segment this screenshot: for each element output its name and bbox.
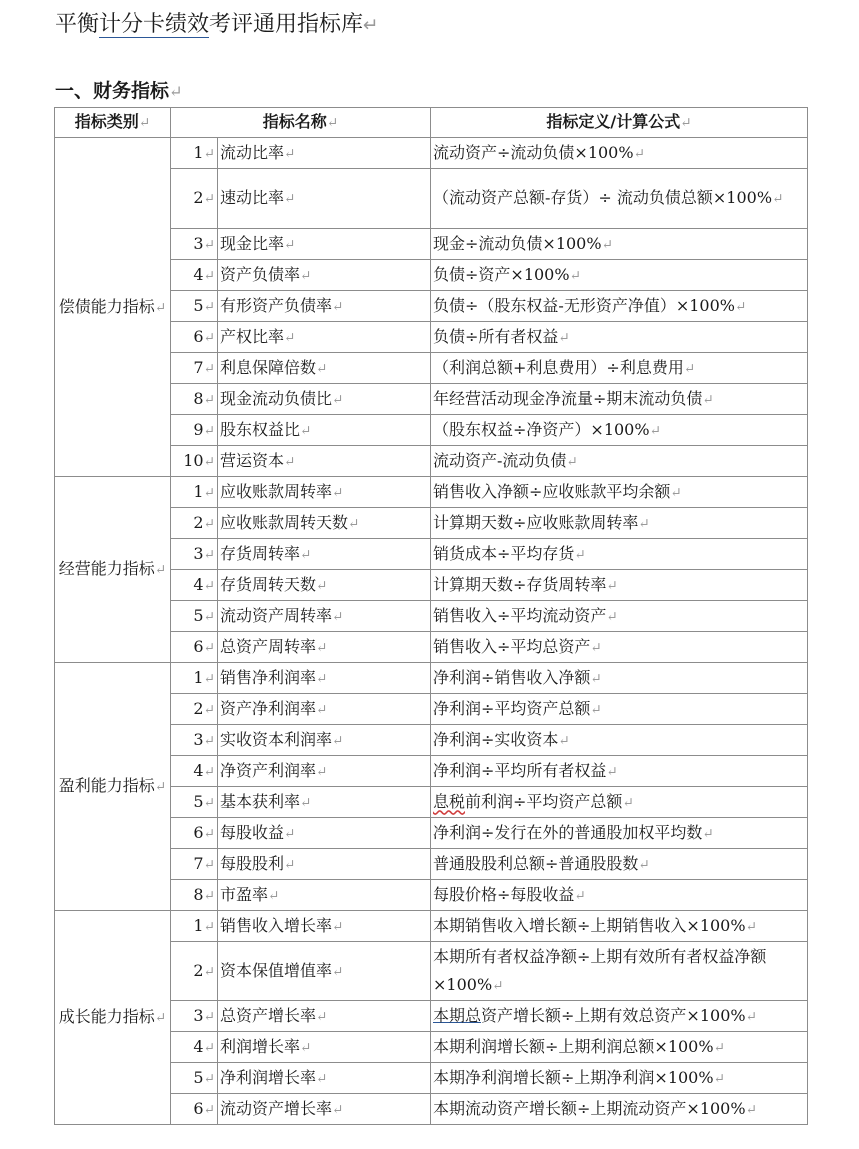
paragraph-mark-icon: ↵ [203, 608, 215, 625]
paragraph-mark-icon: ↵ [284, 145, 296, 162]
row-number-cell: 2↵ [171, 694, 218, 725]
paragraph-mark-icon: ↵ [203, 825, 215, 842]
metric-definition-cell: 息税前利润÷平均资产总额↵ [431, 787, 808, 818]
metric-name-cell: 销售收入增长率↵ [218, 911, 431, 942]
row-number-cell: 6↵ [171, 632, 218, 663]
paragraph-mark-icon: ↵ [316, 1070, 328, 1087]
metric-name-cell: 销售净利润率↵ [218, 663, 431, 694]
table-row [55, 477, 808, 508]
row-number-cell: 3↵ [171, 1001, 218, 1032]
paragraph-mark-icon: ↵ [203, 577, 215, 594]
paragraph-mark-icon: ↵ [649, 422, 661, 439]
metric-definition-cell: 流动资产÷流动负债×100%↵ [431, 138, 808, 169]
metric-name-cell: 每股股利↵ [218, 849, 431, 880]
paragraph-mark-icon: ↵ [326, 115, 339, 131]
paragraph-mark-icon: ↵ [203, 391, 215, 408]
paragraph-mark-icon: ↵ [203, 145, 215, 162]
paragraph-mark-icon: ↵ [332, 732, 344, 749]
paragraph-mark-icon: ↵ [154, 562, 167, 578]
metrics-table [54, 107, 808, 1125]
paragraph-mark-icon: ↵ [300, 422, 312, 439]
paragraph-mark-icon: ↵ [574, 887, 586, 904]
paragraph-mark-icon: ↵ [606, 577, 618, 594]
metric-name-cell: 利息保障倍数↵ [218, 353, 431, 384]
row-number-cell: 5↵ [171, 291, 218, 322]
metric-name-cell: 资产负债率↵ [218, 260, 431, 291]
paragraph-mark-icon: ↵ [316, 360, 328, 377]
table-row [55, 663, 808, 694]
metric-name-cell: 营运资本↵ [218, 446, 431, 477]
paragraph-mark-icon: ↵ [316, 577, 328, 594]
paragraph-mark-icon: ↵ [606, 608, 618, 625]
paragraph-mark-icon: ↵ [683, 360, 696, 377]
metric-definition-cell: 净利润÷发行在外的普通股加权平均数↵ [431, 818, 808, 849]
metric-name-cell: 每股收益↵ [218, 818, 431, 849]
metric-name-cell: 基本获利率↵ [218, 787, 431, 818]
paragraph-mark-icon: ↵ [284, 191, 296, 207]
header-name: 指标名称↵ [171, 108, 431, 138]
metric-definition-cell: 本期所有者权益净额÷上期有效所有者权益净额×100%↵ [431, 942, 808, 1001]
metric-definition-cell: 本期净利润增长额÷上期净利润×100%↵ [431, 1063, 808, 1094]
paragraph-mark-icon: ↵ [622, 794, 634, 811]
section-title [55, 78, 183, 105]
paragraph-mark-icon: ↵ [713, 1039, 725, 1056]
paragraph-mark-icon: ↵ [203, 794, 215, 811]
row-number-cell: 6↵ [171, 818, 218, 849]
paragraph-mark-icon: ↵ [203, 670, 215, 687]
paragraph-mark-icon: ↵ [590, 701, 602, 718]
paragraph-mark-icon: ↵ [316, 701, 328, 718]
paragraph-mark-icon: ↵ [300, 1039, 312, 1056]
row-number-cell: 7↵ [171, 353, 218, 384]
table-row [55, 138, 808, 169]
row-number-cell: 4↵ [171, 260, 218, 291]
paragraph-mark-icon: ↵ [772, 191, 784, 207]
metric-name-cell: 应收账款周转天数↵ [218, 508, 431, 539]
header-definition: 指标定义/计算公式↵ [431, 108, 808, 138]
paragraph-mark-icon: ↵ [332, 298, 344, 315]
metric-definition-cell: 净利润÷销售收入净额↵ [431, 663, 808, 694]
metric-definition-cell: （利润总额+利息费用）÷利息费用↵ [431, 353, 808, 384]
paragraph-mark-icon: ↵ [745, 1101, 757, 1118]
paragraph-mark-icon: ↵ [638, 515, 650, 532]
row-number-cell: 2↵ [171, 508, 218, 539]
paragraph-mark-icon: ↵ [670, 484, 682, 501]
metric-name-cell: 资产净利润率↵ [218, 694, 431, 725]
paragraph-mark-icon: ↵ [745, 918, 757, 935]
row-number-cell: 1↵ [171, 663, 218, 694]
paragraph-mark-icon: ↵ [316, 670, 328, 687]
paragraph-mark-icon: ↵ [203, 732, 215, 749]
row-number-cell: 4↵ [171, 1032, 218, 1063]
paragraph-mark-icon: ↵ [606, 763, 618, 780]
paragraph-mark-icon: ↵ [713, 1070, 725, 1087]
paragraph-mark-icon: ↵ [203, 546, 215, 563]
paragraph-mark-icon: ↵ [138, 115, 151, 131]
metric-definition-cell: 现金÷流动负债×100%↵ [431, 229, 808, 260]
paragraph-mark-icon: ↵ [203, 918, 215, 935]
paragraph-mark-icon: ↵ [680, 115, 692, 131]
paragraph-mark-icon: ↵ [203, 1039, 215, 1056]
category-cell: 偿债能力指标↵ [55, 138, 171, 477]
definition-lead-text: 本期总 [433, 1005, 482, 1025]
paragraph-mark-icon: ↵ [203, 1070, 215, 1087]
metric-definition-cell: 销货成本÷平均存货↵ [431, 539, 808, 570]
metric-definition-cell: 流动资产-流动负债↵ [431, 446, 808, 477]
paragraph-mark-icon: ↵ [284, 453, 296, 470]
metric-name-cell: 总资产增长率↵ [218, 1001, 431, 1032]
metric-definition-cell: 净利润÷平均资产总额↵ [431, 694, 808, 725]
paragraph-mark-icon: ↵ [734, 298, 747, 315]
paragraph-mark-icon: ↵ [316, 1008, 328, 1025]
row-number-cell: 5↵ [171, 787, 218, 818]
metric-definition-cell: 销售收入净额÷应收账款平均余额↵ [431, 477, 808, 508]
title-part: 平衡 [55, 12, 100, 37]
definition-lead-text: 息税 [433, 791, 466, 811]
title-part-underlined: 计分卡绩效 [99, 12, 210, 37]
paragraph-mark-icon: ↵ [702, 391, 714, 408]
metric-name-cell: 净资产利润率↵ [218, 756, 431, 787]
row-number-cell: 5↵ [171, 601, 218, 632]
paragraph-mark-icon: ↵ [203, 453, 215, 470]
paragraph-mark-icon: ↵ [284, 236, 296, 253]
document-title [55, 10, 379, 41]
paragraph-mark-icon: ↵ [745, 1008, 757, 1025]
paragraph-mark-icon: ↵ [169, 82, 183, 101]
metric-name-cell: 应收账款周转率↵ [218, 477, 431, 508]
paragraph-mark-icon: ↵ [316, 763, 328, 780]
paragraph-mark-icon: ↵ [574, 546, 586, 563]
paragraph-mark-icon: ↵ [203, 701, 215, 718]
paragraph-mark-icon: ↵ [203, 887, 215, 904]
row-number-cell: 2↵ [171, 169, 218, 229]
paragraph-mark-icon: ↵ [203, 763, 215, 780]
metric-definition-cell: 净利润÷平均所有者权益↵ [431, 756, 808, 787]
metric-name-cell: 现金比率↵ [218, 229, 431, 260]
metric-definition-cell: 销售收入÷平均总资产↵ [431, 632, 808, 663]
metric-name-cell: 速动比率↵ [218, 169, 431, 229]
metric-name-cell: 流动资产周转率↵ [218, 601, 431, 632]
paragraph-mark-icon: ↵ [332, 918, 344, 935]
paragraph-mark-icon: ↵ [203, 1101, 215, 1118]
metric-name-cell: 存货周转率↵ [218, 539, 431, 570]
paragraph-mark-icon: ↵ [566, 453, 578, 470]
row-number-cell: 9↵ [171, 415, 218, 446]
category-cell: 经营能力指标↵ [55, 477, 171, 663]
row-number-cell: 3↵ [171, 725, 218, 756]
metric-definition-cell: 每股价格÷每股收益↵ [431, 880, 808, 911]
metric-name-cell: 流动资产增长率↵ [218, 1094, 431, 1125]
row-number-cell: 10↵ [171, 446, 218, 477]
paragraph-mark-icon: ↵ [203, 236, 215, 253]
paragraph-mark-icon: ↵ [300, 267, 312, 284]
category-cell: 盈利能力指标↵ [55, 663, 171, 911]
paragraph-mark-icon: ↵ [569, 267, 581, 284]
metric-definition-cell: （股东权益÷净资产）×100%↵ [431, 415, 808, 446]
paragraph-mark-icon: ↵ [348, 515, 360, 532]
paragraph-mark-icon: ↵ [203, 360, 215, 377]
metric-name-cell: 现金流动负债比↵ [218, 384, 431, 415]
paragraph-mark-icon: ↵ [268, 887, 280, 904]
paragraph-mark-icon: ↵ [332, 963, 344, 980]
row-number-cell: 8↵ [171, 384, 218, 415]
row-number-cell: 4↵ [171, 570, 218, 601]
section-title-text: 一、财务指标 [55, 80, 170, 102]
metric-definition-cell: 本期利润增长额÷上期利润总额×100%↵ [431, 1032, 808, 1063]
row-number-cell: 6↵ [171, 322, 218, 353]
paragraph-mark-icon: ↵ [284, 825, 296, 842]
paragraph-mark-icon: ↵ [203, 329, 215, 346]
metric-name-cell: 产权比率↵ [218, 322, 431, 353]
row-number-cell: 2↵ [171, 942, 218, 1001]
row-number-cell: 1↵ [171, 477, 218, 508]
metric-name-cell: 净利润增长率↵ [218, 1063, 431, 1094]
metric-definition-cell: 计算期天数÷存货周转率↵ [431, 570, 808, 601]
paragraph-mark-icon: ↵ [203, 191, 215, 207]
paragraph-mark-icon: ↵ [558, 732, 570, 749]
paragraph-mark-icon: ↵ [203, 422, 215, 439]
paragraph-mark-icon: ↵ [590, 639, 602, 656]
metric-name-cell: 有形资产负债率↵ [218, 291, 431, 322]
metric-definition-cell: 普通股股利总额÷普通股股数↵ [431, 849, 808, 880]
metric-name-cell: 股东权益比↵ [218, 415, 431, 446]
paragraph-mark-icon: ↵ [203, 963, 215, 980]
paragraph-mark-icon: ↵ [203, 515, 215, 532]
row-number-cell: 3↵ [171, 539, 218, 570]
metric-name-cell: 利润增长率↵ [218, 1032, 431, 1063]
title-part: 考评通用指标库 [209, 12, 364, 37]
paragraph-mark-icon: ↵ [300, 546, 312, 563]
paragraph-mark-icon: ↵ [316, 639, 328, 656]
paragraph-mark-icon: ↵ [203, 484, 215, 501]
paragraph-mark-icon: ↵ [154, 1010, 167, 1026]
metric-name-cell: 流动比率↵ [218, 138, 431, 169]
row-number-cell: 8↵ [171, 880, 218, 911]
paragraph-mark-icon: ↵ [284, 856, 296, 873]
paragraph-mark-icon: ↵ [633, 145, 645, 162]
metric-definition-cell: 销售收入÷平均流动资产↵ [431, 601, 808, 632]
category-cell: 成长能力指标↵ [55, 911, 171, 1125]
metric-definition-cell: 负债÷（股东权益-无形资产净值）×100%↵ [431, 291, 808, 322]
paragraph-mark-icon: ↵ [203, 639, 215, 656]
paragraph-mark-icon: ↵ [203, 856, 215, 873]
metric-name-cell: 资本保值增值率↵ [218, 942, 431, 1001]
paragraph-mark-icon: ↵ [300, 794, 312, 811]
paragraph-mark-icon: ↵ [154, 299, 167, 316]
row-number-cell: 1↵ [171, 911, 218, 942]
paragraph-mark-icon: ↵ [203, 1008, 215, 1025]
paragraph-mark-icon: ↵ [203, 267, 215, 284]
row-number-cell: 4↵ [171, 756, 218, 787]
header-category: 指标类别↵ [55, 108, 171, 138]
row-number-cell: 6↵ [171, 1094, 218, 1125]
metric-name-cell: 总资产周转率↵ [218, 632, 431, 663]
table-header-row [55, 108, 808, 138]
paragraph-mark-icon: ↵ [154, 779, 167, 795]
paragraph-mark-icon: ↵ [332, 608, 344, 625]
table-row [55, 911, 808, 942]
paragraph-mark-icon: ↵ [702, 825, 714, 842]
metric-definition-cell: 净利润÷实收资本↵ [431, 725, 808, 756]
paragraph-mark-icon: ↵ [638, 856, 650, 873]
metric-definition-cell: 负债÷所有者权益↵ [431, 322, 808, 353]
metric-name-cell: 市盈率↵ [218, 880, 431, 911]
row-number-cell: 1↵ [171, 138, 218, 169]
row-number-cell: 7↵ [171, 849, 218, 880]
row-number-cell: 5↵ [171, 1063, 218, 1094]
paragraph-mark-icon: ↵ [601, 236, 613, 253]
paragraph-mark-icon: ↵ [332, 391, 344, 408]
paragraph-mark-icon: ↵ [590, 670, 602, 687]
metric-definition-cell: 计算期天数÷应收账款周转率↵ [431, 508, 808, 539]
metric-definition-cell: 本期总资产增长额÷上期有效总资产×100%↵ [431, 1001, 808, 1032]
paragraph-mark-icon: ↵ [332, 1101, 344, 1118]
paragraph-mark-icon: ↵ [284, 329, 296, 346]
metric-definition-cell: 本期流动资产增长额÷上期流动资产×100%↵ [431, 1094, 808, 1125]
metric-definition-cell: 负债÷资产×100%↵ [431, 260, 808, 291]
metric-definition-cell: 年经营活动现金净流量÷期末流动负债↵ [431, 384, 808, 415]
metric-definition-cell: （流动资产总额-存货）÷ 流动负债总额×100%↵ [431, 169, 808, 229]
paragraph-mark-icon: ↵ [363, 15, 379, 36]
metric-name-cell: 存货周转天数↵ [218, 570, 431, 601]
paragraph-mark-icon: ↵ [203, 298, 215, 315]
paragraph-mark-icon: ↵ [332, 484, 344, 501]
metric-name-cell: 实收资本利润率↵ [218, 725, 431, 756]
paragraph-mark-icon: ↵ [492, 977, 504, 994]
paragraph-mark-icon: ↵ [558, 329, 570, 346]
metric-definition-cell: 本期销售收入增长额÷上期销售收入×100%↵ [431, 911, 808, 942]
row-number-cell: 3↵ [171, 229, 218, 260]
